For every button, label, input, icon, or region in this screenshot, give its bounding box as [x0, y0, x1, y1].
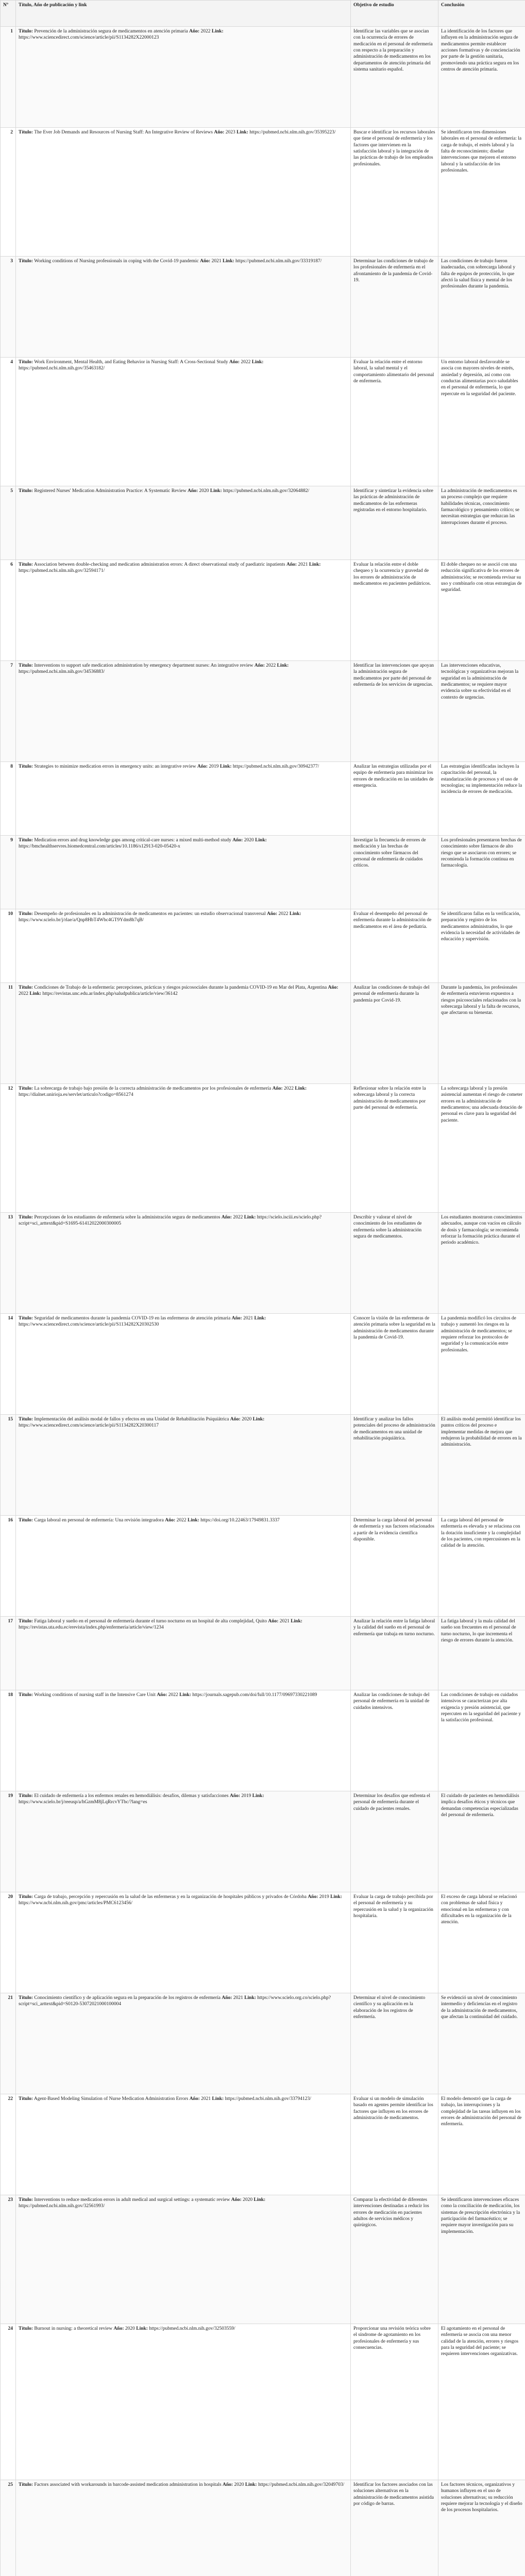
row-number: 23 — [1, 2195, 16, 2324]
row-title: Interventions to reduce medication errors in adult medical and surgical settings: a systematic review — [34, 2197, 230, 2202]
row-number: 1 — [1, 27, 16, 128]
row-link[interactable]: https://www.scielo.br/j/reeusp/a/hGzmM8jLqRrcvYTbc/?lang=es — [19, 1800, 147, 1805]
row-number: 15 — [1, 1415, 16, 1516]
title-label: Título: — [19, 1086, 33, 1091]
link-label: Link: — [253, 2197, 266, 2202]
row-reference — [16, 2094, 351, 2195]
row-objective: Determinar la carga laboral del personal de enfermería y sus factores relacionados a partir de la evidencia científica disponible. — [351, 1516, 438, 1617]
row-conclusion: El modelo demostró que la carga de trabajo, las interrupciones y la complejidad de las tareas influyen en los errores de administración del personal de enfermería. — [438, 2094, 525, 2195]
row-reference — [16, 1084, 351, 1213]
year-label: Año: — [222, 1995, 232, 2001]
row-reference — [16, 1516, 351, 1617]
row-reference — [16, 1415, 351, 1516]
table-row — [1, 2324, 525, 2480]
row-objective: Determinar el nivel de conocimiento científico y su aplicación en la elaboración de los registros de enfermería. — [351, 1993, 438, 2094]
row-conclusion: Un entorno laboral desfavorable se asocia con mayores niveles de estrés, ansiedad y depresión, así como con conductas alimentarias poco saludables en el personal de enfermería, lo que repercute en la seguridad del paciente. — [438, 358, 525, 486]
row-number: 19 — [1, 1791, 16, 1892]
row-conclusion: Las estrategias identificadas incluyen la capacitación del personal, la estandarización de procesos y el uso de tecnologías; su implementación reduce la incidencia de errores de medicación. — [438, 762, 525, 836]
row-conclusion: Las condiciones de trabajo fueron inadecuadas, con sobrecarga laboral y falta de equipos de protección, lo que afectó la salud física y mental de los profesionales durante la pandemia. — [438, 257, 525, 358]
row-title: The Ever Job Demands and Resources of Nursing Staff: An Integrative Review of Reviews — [34, 130, 213, 135]
row-title: Fatiga laboral y sueño en el personal de enfermería durante el turno nocturno en un hospital de alta complejidad, Quito — [34, 1619, 267, 1624]
row-year: 2020 — [199, 488, 209, 494]
link-label: Link: — [210, 488, 222, 494]
row-conclusion: La fatiga laboral y la mala calidad del sueño son frecuentes en el personal de turno nocturno, lo que incrementa el riesgo de errores durante la atención. — [438, 1617, 525, 1690]
table-row — [1, 1516, 525, 1617]
year-label: Año: — [328, 985, 338, 990]
table-row — [1, 2195, 525, 2324]
row-reference — [16, 836, 351, 909]
row-title: Medication errors and drug knowledge gaps among critical-care nurses: a mixed multi-method study — [34, 838, 231, 843]
row-objective: Reflexionar sobre la relación entre la sobrecarga laboral y la correcta administración de medicamentos por parte del personal de enfermería. — [351, 1084, 438, 1213]
row-link[interactable]: https://pubmed.ncbi.nlm.nih.gov/33319187/ — [235, 259, 322, 264]
title-label: Título: — [19, 985, 33, 990]
title-label: Título: — [19, 1518, 33, 1523]
row-number: 11 — [1, 983, 16, 1084]
row-link[interactable]: https://www.sciencedirect.com/science/article/pii/S1134282X22000123 — [19, 35, 159, 41]
row-number: 8 — [1, 762, 16, 836]
year-label: Año: — [231, 1316, 242, 1321]
table-row — [1, 983, 525, 1084]
title-label: Título: — [19, 360, 33, 365]
row-reference — [16, 1993, 351, 2094]
link-label: Link: — [254, 1316, 266, 1321]
row-link[interactable]: https://revistas.uta.edu.ec/erevista/index.php/enfermeria/article/view/1234 — [19, 1625, 164, 1631]
row-reference — [16, 1213, 351, 1314]
title-label: Título: — [19, 838, 33, 843]
year-label: Año: — [165, 1518, 176, 1523]
row-title: Interventions to support safe medication administration by emergency department nurses: An integrative review — [34, 663, 253, 668]
table-row — [1, 1993, 525, 2094]
link-label: Link: — [295, 1086, 307, 1091]
row-year: 2020 — [242, 1417, 252, 1422]
year-label: Año: — [230, 1417, 241, 1422]
link-label: Link: — [188, 1518, 199, 1523]
row-link[interactable]: https://pubmed.ncbi.nlm.nih.gov/32594171/ — [19, 568, 105, 574]
row-title: La sobrecarga de trabajo bajo presión de la correcta administración de medicamentos por los profesionales de enfermería — [34, 1086, 272, 1091]
row-objective: Determinar los desafíos que enfrenta el personal de enfermería durante el cuidado de pacientes renales. — [351, 1791, 438, 1892]
row-link[interactable]: https://pubmed.ncbi.nlm.nih.gov/32561993/ — [19, 2204, 105, 2209]
row-objective: Analizar la relación entre la fatiga laboral y la calidad del sueño en el personal de enfermería que trabaja en turno nocturno. — [351, 1617, 438, 1690]
table-row — [1, 1415, 525, 1516]
title-label: Título: — [19, 1793, 33, 1799]
row-conclusion: Los profesionales presentaron brechas de conocimiento sobre fármacos de alto riesgo que se asociaron con errores; se recomienda la formación continua en farmacología. — [438, 836, 525, 909]
row-objective: Buscar e identificar los recursos laborales que tiene el personal de enfermería y los factores que intervienen en la satisfacción laboral y la integración de las prácticas de trabajo de los empleados profesionales. — [351, 128, 438, 257]
table-row — [1, 836, 525, 909]
row-objective: Identificar las intervenciones que apoyan la administración segura de medicamentos por parte del personal de enfermería de los servicios de urgencias. — [351, 661, 438, 762]
row-objective: Conocer la visión de las enfermeras de atención primaria sobre la seguridad en la administración de medicamentos durante la pandemia de Covid-19. — [351, 1314, 438, 1415]
row-conclusion: Los estudiantes mostraron conocimientos adecuados, aunque con vacíos en cálculo de dosis y farmacología; se recomienda reforzar la formación práctica durante el período académico. — [438, 1213, 525, 1314]
row-link[interactable]: https://pubmed.ncbi.nlm.nih.gov/30942377/ — [232, 764, 319, 769]
row-number: 17 — [1, 1617, 16, 1690]
row-link[interactable]: https://doi.org/10.22463/17949831.3337 — [200, 1518, 280, 1523]
row-year: 2021 — [233, 1995, 243, 2001]
row-year: 2020 — [243, 2197, 253, 2202]
row-conclusion: Se identificaron tres dimensiones laborales en el personal de enfermería: la carga de trabajo, el estrés laboral y la falta de reconocimiento; diseñar intervenciones que mejoren el entorno laboral y la satisfacción de los profesionales. — [438, 128, 525, 257]
row-reference — [16, 358, 351, 486]
year-label: Año: — [189, 29, 200, 34]
row-conclusion: Durante la pandemia, los profesionales de enfermería estuvieron expuestos a riesgos psicosociales relacionados con la sobrecarga laboral y la falta de recursos, que afectaron su bienestar. — [438, 983, 525, 1084]
link-label: Link: — [244, 1995, 256, 2001]
row-title: Working conditions of Nursing professionals in coping with the Covid-19 pandemic — [34, 259, 199, 264]
row-number: 24 — [1, 2324, 16, 2480]
title-label: Título: — [19, 764, 33, 769]
table-row — [1, 661, 525, 762]
row-reference — [16, 2195, 351, 2324]
row-title: Registered Nurses' Medication Administration Practice: A Systematic Review — [34, 488, 187, 494]
link-label: Link: — [252, 1793, 264, 1799]
year-label: Año: — [267, 911, 278, 917]
row-objective: Evaluar el desempeño del personal de enfermería durante la administración de medicamentos en el área de pediatría. — [351, 909, 438, 983]
row-conclusion: Los factores técnicos, organizativos y humanos influyen en el uso de soluciones alternativas; su reducción requiere mejorar la tecnología y el diseño de los procesos hospitalarios. — [438, 2480, 525, 2576]
row-conclusion: El agotamiento en el personal de enfermería se asocia con una menor calidad de la atención, errores y riesgos para la seguridad del paciente; se requieren intervenciones organizativas. — [438, 2324, 525, 2480]
title-label: Título: — [19, 1417, 33, 1422]
title-label: Título: — [19, 2197, 33, 2202]
year-label: Año: — [214, 130, 225, 135]
link-label: Link: — [330, 1894, 342, 1900]
row-year: 2022 — [176, 1518, 187, 1523]
year-label: Año: — [229, 1793, 241, 1799]
row-reference — [16, 2324, 351, 2480]
row-year: 2022 — [278, 911, 289, 917]
link-label: Link: — [136, 2326, 148, 2331]
table-row — [1, 762, 525, 836]
title-label: Título: — [19, 259, 33, 264]
header-number: Nº — [1, 1, 16, 27]
link-label: Link: — [277, 663, 289, 668]
title-label: Título: — [19, 1692, 33, 1698]
link-label: Link: — [236, 130, 248, 135]
title-label: Título: — [19, 1316, 33, 1321]
row-title: Implementación del análisis modal de fallos y efectos en una Unidad de Rehabilitación Psiquiátrica — [34, 1417, 229, 1422]
row-title: Condiciones de Trabajo de la enfermería: percepciones, prácticas y riesgos psicosociales durante la pandemia COVID-19 en Mar del Plata, Argentina — [34, 985, 327, 990]
row-number: 10 — [1, 909, 16, 983]
year-label: Año: — [231, 2197, 242, 2202]
link-label: Link: — [212, 2096, 224, 2102]
title-label: Título: — [19, 562, 33, 567]
table-body — [1, 27, 525, 2576]
row-number: 7 — [1, 661, 16, 762]
row-title: Carga de trabajo, percepción y repercusión en la salud de las enfermeras y en la organización de hospitales públicos y privados de Córdoba — [34, 1894, 307, 1900]
row-link[interactable]: https://pubmed.ncbi.nlm.nih.gov/32503559/ — [149, 2326, 235, 2331]
row-title: Percepciones de los estudiantes de enfermería sobre la administración segura de medicamentos — [34, 1215, 221, 1220]
row-title: Agent-Based Modeling Simulation of Nurse Medication Administration Errors — [33, 2096, 189, 2102]
row-title: Prevención de la administración segura de medicamentos en atención primaria — [34, 29, 188, 34]
row-year: 2021 — [279, 1619, 290, 1624]
row-year: 2020 — [244, 838, 254, 843]
link-label: Link: — [29, 991, 42, 997]
link-label: Link: — [289, 911, 301, 917]
row-number: 6 — [1, 560, 16, 661]
row-conclusion: Se identificaron intervenciones eficaces como la conciliación de medicación, los sistemas de prescripción electrónica y la participación del farmacéutico; se requiere mayor investigación para su implementación. — [438, 2195, 525, 2324]
row-reference — [16, 983, 351, 1084]
row-number: 25 — [1, 2480, 16, 2576]
row-title: Burnout in nursing: a theoretical review — [34, 2326, 113, 2331]
row-year: 2019 — [241, 1793, 251, 1799]
row-title: Strategies to minimize medication errors in emergency units: an integrative review — [34, 764, 196, 769]
row-number: 9 — [1, 836, 16, 909]
row-conclusion: La identificación de los factores que influyen en la administración segura de medicamentos permite establecer acciones formativas y de concienciación por parte de la gestión sanitaria, promoviendo una práctica segura en los centros de atención primaria. — [438, 27, 525, 128]
row-objective: Comparar la efectividad de diferentes intervenciones destinadas a reducir los errores de medicación en pacientes adultos de servicios médicos y quirúrgicos. — [351, 2195, 438, 2324]
title-label: Título: — [19, 1619, 33, 1624]
row-number: 4 — [1, 358, 16, 486]
row-link[interactable]: https://revistas.unc.edu.ar/index.php/saludpublica/article/view/36142 — [42, 991, 178, 997]
row-title: El cuidado de enfermería a los enfermos renales en hemodiálisis: desafíos, dilemas y satisfacciones — [34, 1793, 229, 1799]
year-label: Año: — [232, 838, 243, 843]
row-year: 2020 — [125, 2326, 135, 2331]
row-objective: Evaluar la carga de trabajo percibida por el personal de enfermería y su repercusión en la salud y la organización hospitalaria. — [351, 1892, 438, 1993]
row-year: 2019 — [209, 764, 219, 769]
title-label: Título: — [19, 911, 33, 917]
title-label: Título: — [19, 2482, 33, 2487]
row-conclusion: Las condiciones de trabajo en cuidados intensivos se caracterizan por alta exigencia y presión asistencial, que repercuten en la seguridad del paciente y la satisfacción profesional. — [438, 1690, 525, 1791]
table-row — [1, 1084, 525, 1213]
row-conclusion: La carga laboral del personal de enfermería es elevada y se relaciona con la dotación insuficiente y la complejidad de los pacientes, con repercusiones en la calidad de la atención. — [438, 1516, 525, 1617]
row-conclusion: El análisis modal permitió identificar los puntos críticos del proceso e implementar medidas de mejora que redujeron la probabilidad de errores en la administración. — [438, 1415, 525, 1516]
row-year: 2022 — [200, 29, 211, 34]
title-label: Título: — [19, 488, 33, 494]
row-title: Seguridad de medicamentos durante la pandemia COVID-19 en las enfermeras de atención primaria — [34, 1316, 231, 1321]
link-label: Link: — [244, 1215, 256, 1220]
row-title: Factors associated with workarounds in barcode-assisted medication administration in hospitals — [34, 2482, 222, 2487]
table-row — [1, 1213, 525, 1314]
row-conclusion: La sobrecarga laboral y la presión asistencial aumentan el riesgo de cometer errores en la administración de medicamentos; una adecuada dotación de personal es clave para la seguridad del paciente. — [438, 1084, 525, 1213]
row-objective: Identificar las variables que se asocian con la ocurrencia de errores de medicación en el personal de enfermería con respecto a la preparación y administración de medicamentos en los departamentos de atención primaria del sistema sanitario español. — [351, 27, 438, 128]
table-row — [1, 1314, 525, 1415]
link-label: Link: — [251, 360, 264, 365]
row-number: 2 — [1, 128, 16, 257]
link-label: Link: — [252, 1417, 265, 1422]
table-row — [1, 1690, 525, 1791]
title-label: Título: — [19, 2326, 33, 2331]
title-label: Título: — [19, 1215, 33, 1220]
row-reference — [16, 128, 351, 257]
row-reference — [16, 2480, 351, 2576]
row-link[interactable]: https://journals.sagepub.com/doi/full/10.1177/09697330221089 — [192, 1692, 317, 1698]
row-number: 22 — [1, 2094, 16, 2195]
year-label: Año: — [157, 1692, 167, 1698]
row-objective: Proporcionar una revisión teórica sobre el síndrome de agotamiento en los profesionales de enfermería y sus consecuencias. — [351, 2324, 438, 2480]
year-label: Año: — [268, 1619, 279, 1624]
link-label: Link: — [179, 1692, 191, 1698]
year-label: Año: — [189, 2096, 200, 2102]
row-title: Carga laboral en personal de enfermería: Una revisión integradora — [34, 1518, 164, 1523]
row-number: 20 — [1, 1892, 16, 1993]
row-title: Association between double-checking and medication administration errors: A direct observational study of paediatric inpatients — [33, 562, 285, 567]
row-objective: Investigar la frecuencia de errores de medicación y las brechas de conocimiento sobre fármacos del personal de enfermería de cuidados críticos. — [351, 836, 438, 909]
row-reference — [16, 762, 351, 836]
row-title: Working conditions of nursing staff in the Intensive Care Unit — [34, 1692, 156, 1698]
row-objective: Evaluar la relación entre el doble chequeo y la ocurrencia y gravedad de los errores de administración de medicamentos en pacientes pediátricos. — [351, 560, 438, 661]
year-label: Año: — [113, 2326, 124, 2331]
row-conclusion: Se identificaron fallas en la verificación, preparación y registro de los medicamentos administrados, lo que evidencia la necesidad de actividades de educación y supervisión. — [438, 909, 525, 983]
row-objective: Evaluar si un modelo de simulación basado en agentes permite identificar los factores que influyen en los errores de administración de medicamentos. — [351, 2094, 438, 2195]
row-link[interactable]: https://pubmed.ncbi.nlm.nih.gov/32064882/ — [223, 488, 310, 494]
row-reference — [16, 27, 351, 128]
row-objective: Analizar las estrategias utilizadas por el equipo de enfermería para minimizar los errores de medicación en las unidades de emergencia. — [351, 762, 438, 836]
table-row — [1, 27, 525, 128]
table-row — [1, 2480, 525, 2576]
year-label: Año: — [197, 764, 208, 769]
title-label: Título: — [19, 1894, 33, 1900]
row-conclusion: Se evidenció un nivel de conocimiento intermedio y deficiencias en el registro de la administración de medicamentos, que afectan la continuidad del cuidado. — [438, 1993, 525, 2094]
row-reference — [16, 1617, 351, 1690]
row-year: 2022 — [266, 663, 276, 668]
link-label: Link: — [219, 764, 232, 769]
row-objective: Identificar y analizar los fallos potenciales del proceso de administración de medicamentos en una unidad de rehabilitación psiquiátrica. — [351, 1415, 438, 1516]
row-year: 2023 — [225, 130, 235, 135]
row-link[interactable]: https://pubmed.ncbi.nlm.nih.gov/32049703/ — [258, 2482, 345, 2487]
row-link[interactable]: https://www.scielo.br/j/rlae/a/Qnp8HbT4Wbc4GT9Ydm8h7qB/ — [19, 918, 144, 923]
row-year: 2022 — [168, 1692, 178, 1698]
table-header-row — [1, 1, 525, 27]
row-conclusion: El cuidado de pacientes en hemodiálisis implica desafíos éticos y técnicos que demandan competencias especializadas del personal de enfermería. — [438, 1791, 525, 1892]
title-label: Título: — [19, 663, 33, 668]
row-objective: Analizar las condiciones de trabajo del personal de enfermería en la unidad de cuidados intensivos. — [351, 1690, 438, 1791]
row-conclusion: El doble chequeo no se asoció con una reducción significativa de los errores de administración; se recomienda revisar su uso y combinarlo con otras estrategias de seguridad. — [438, 560, 525, 661]
link-label: Link: — [245, 2482, 257, 2487]
row-number: 12 — [1, 1084, 16, 1213]
row-link[interactable]: https://bmchealthservres.biomedcentral.com/articles/10.1186/s12913-020-05420-x — [19, 844, 180, 850]
year-label: Año: — [200, 259, 211, 264]
year-label: Año: — [308, 1894, 318, 1900]
row-reference — [16, 1314, 351, 1415]
row-reference — [16, 1690, 351, 1791]
row-number: 3 — [1, 257, 16, 358]
row-objective: Evaluar la relación entre el entorno laboral, la salud mental y el comportamiento alimentario del personal de enfermería. — [351, 358, 438, 486]
row-link[interactable]: https://www.scielo.org.co/scielo.php?script=sci_arttext&pid=S0120-53072021000100004 — [19, 1995, 331, 2007]
row-title: Conocimiento científico y de aplicación segura en la preparación de los registros de enfermería — [34, 1995, 221, 2001]
row-objective: Identificar los factores asociados con las soluciones alternativas en la administración de medicamentos asistida por código de barras. — [351, 2480, 438, 2576]
header-conclusion: Conclusión — [438, 1, 525, 27]
row-year: 2020 — [234, 2482, 244, 2487]
row-number: 5 — [1, 486, 16, 560]
table-row — [1, 128, 525, 257]
title-label: Título: — [19, 29, 33, 34]
row-year: 2022 — [19, 991, 28, 997]
row-link[interactable]: https://scielo.isciii.es/scielo.php?script=sci_arttext&pid=S1695-61412022000300005 — [19, 1215, 322, 1227]
row-link[interactable]: https://pubmed.ncbi.nlm.nih.gov/35395223/ — [249, 130, 336, 135]
row-link[interactable]: https://www.sciencedirect.com/science/article/pii/S1134282X20300117 — [19, 1423, 159, 1429]
row-title: Desempeño de profesionales en la administración de medicamentos en pacientes: un estudio observacional transversal — [34, 911, 266, 917]
table-row — [1, 358, 525, 486]
row-year: 2022 — [284, 1086, 294, 1091]
table-row — [1, 2094, 525, 2195]
row-reference — [16, 909, 351, 983]
row-conclusion: El exceso de carga laboral se relacionó con problemas de salud física y emocional en las enfermeras y con dificultades en la organización de la atención. — [438, 1892, 525, 1993]
row-reference — [16, 1892, 351, 1993]
row-link[interactable]: https://www.ncbi.nlm.nih.gov/pmc/articles/PMC6123456/ — [19, 1901, 133, 1906]
row-reference — [16, 661, 351, 762]
row-reference — [16, 560, 351, 661]
row-link[interactable]: https://pubmed.ncbi.nlm.nih.gov/33794123/ — [225, 2096, 311, 2102]
year-label: Año: — [223, 2482, 233, 2487]
table-row — [1, 1617, 525, 1690]
year-label: Año: — [286, 562, 297, 567]
row-year: 2019 — [319, 1894, 329, 1900]
row-objective: Analizar las condiciones de trabajo del personal de enfermería durante la pandemia por Covid-19. — [351, 983, 438, 1084]
row-conclusion: La pandemia modificó los circuitos de trabajo y aumentó los riesgos en la administración de medicamentos; se requiere reforzar los protocolos de seguridad y la comunicación entre profesionales. — [438, 1314, 525, 1415]
table-row — [1, 909, 525, 983]
row-year: 2021 — [243, 1316, 253, 1321]
header-objective: Objetivo de estudio — [351, 1, 438, 27]
table-row — [1, 1791, 525, 1892]
row-year: 2022 — [241, 360, 251, 365]
row-year: 2021 — [201, 2096, 211, 2102]
row-reference — [16, 486, 351, 560]
link-label: Link: — [291, 1619, 302, 1624]
row-number: 14 — [1, 1314, 16, 1415]
title-label: Título: — [19, 2096, 33, 2102]
year-label: Año: — [254, 663, 265, 668]
title-label: Título: — [19, 1995, 33, 2001]
row-objective: Determinar las condiciones de trabajo de los profesionales de enfermería en el afrontamiento de la pandemia de Covid-19. — [351, 257, 438, 358]
row-link[interactable]: https://dialnet.unirioja.es/servlet/articulo?codigo=8561274 — [19, 1092, 133, 1098]
year-label: Año: — [188, 488, 198, 494]
row-link[interactable]: https://pubmed.ncbi.nlm.nih.gov/34536883/ — [19, 669, 105, 675]
row-reference — [16, 257, 351, 358]
row-objective: Identificar y sintetizar la evidencia sobre las prácticas de administración de medicamentos de las enfermeras registradas en el entorno hospitalario. — [351, 486, 438, 560]
link-label: Link: — [222, 259, 234, 264]
row-conclusion: La administración de medicamentos es un proceso complejo que requiere habilidades técnicas, conocimiento farmacológico y pensamiento crítico; se necesitan estrategias que reduzcan las interrupciones durante el proceso. — [438, 486, 525, 560]
link-label: Link: — [255, 838, 267, 843]
year-label: Año: — [272, 1086, 283, 1091]
title-label: Título: — [19, 130, 33, 135]
row-objective: Describir y valorar el nivel de conocimiento de los estudiantes de enfermería sobre la administración segura de medicamentos. — [351, 1213, 438, 1314]
header-title-year-link: Título, Año de publicación y link — [16, 1, 351, 27]
row-link[interactable]: https://pubmed.ncbi.nlm.nih.gov/35463182/ — [19, 366, 105, 371]
row-conclusion: Las intervenciones educativas, tecnológicas y organizativas mejoran la seguridad en la administración de medicamentos; se requiere mayor evidencia sobre su efectividad en el contexto de urgencias. — [438, 661, 525, 762]
table-row — [1, 1892, 525, 1993]
row-reference — [16, 1791, 351, 1892]
row-number: 18 — [1, 1690, 16, 1791]
link-label: Link: — [211, 29, 224, 34]
table-row — [1, 486, 525, 560]
row-link[interactable]: https://www.sciencedirect.com/science/article/pii/S1134282X20302530 — [19, 1322, 159, 1328]
row-number: 13 — [1, 1213, 16, 1314]
table-row — [1, 257, 525, 358]
row-number: 16 — [1, 1516, 16, 1617]
year-label: Año: — [229, 360, 240, 365]
row-number: 21 — [1, 1993, 16, 2094]
row-year: 2021 — [298, 562, 308, 567]
link-label: Link: — [309, 562, 321, 567]
table-row — [1, 560, 525, 661]
year-label: Año: — [221, 1215, 232, 1220]
row-title: Work Environment, Mental Health, and Eating Behavior in Nursing Staff: A Cross-Sectional Study — [34, 360, 228, 365]
row-year: 2021 — [211, 259, 222, 264]
row-year: 2022 — [233, 1215, 243, 1220]
